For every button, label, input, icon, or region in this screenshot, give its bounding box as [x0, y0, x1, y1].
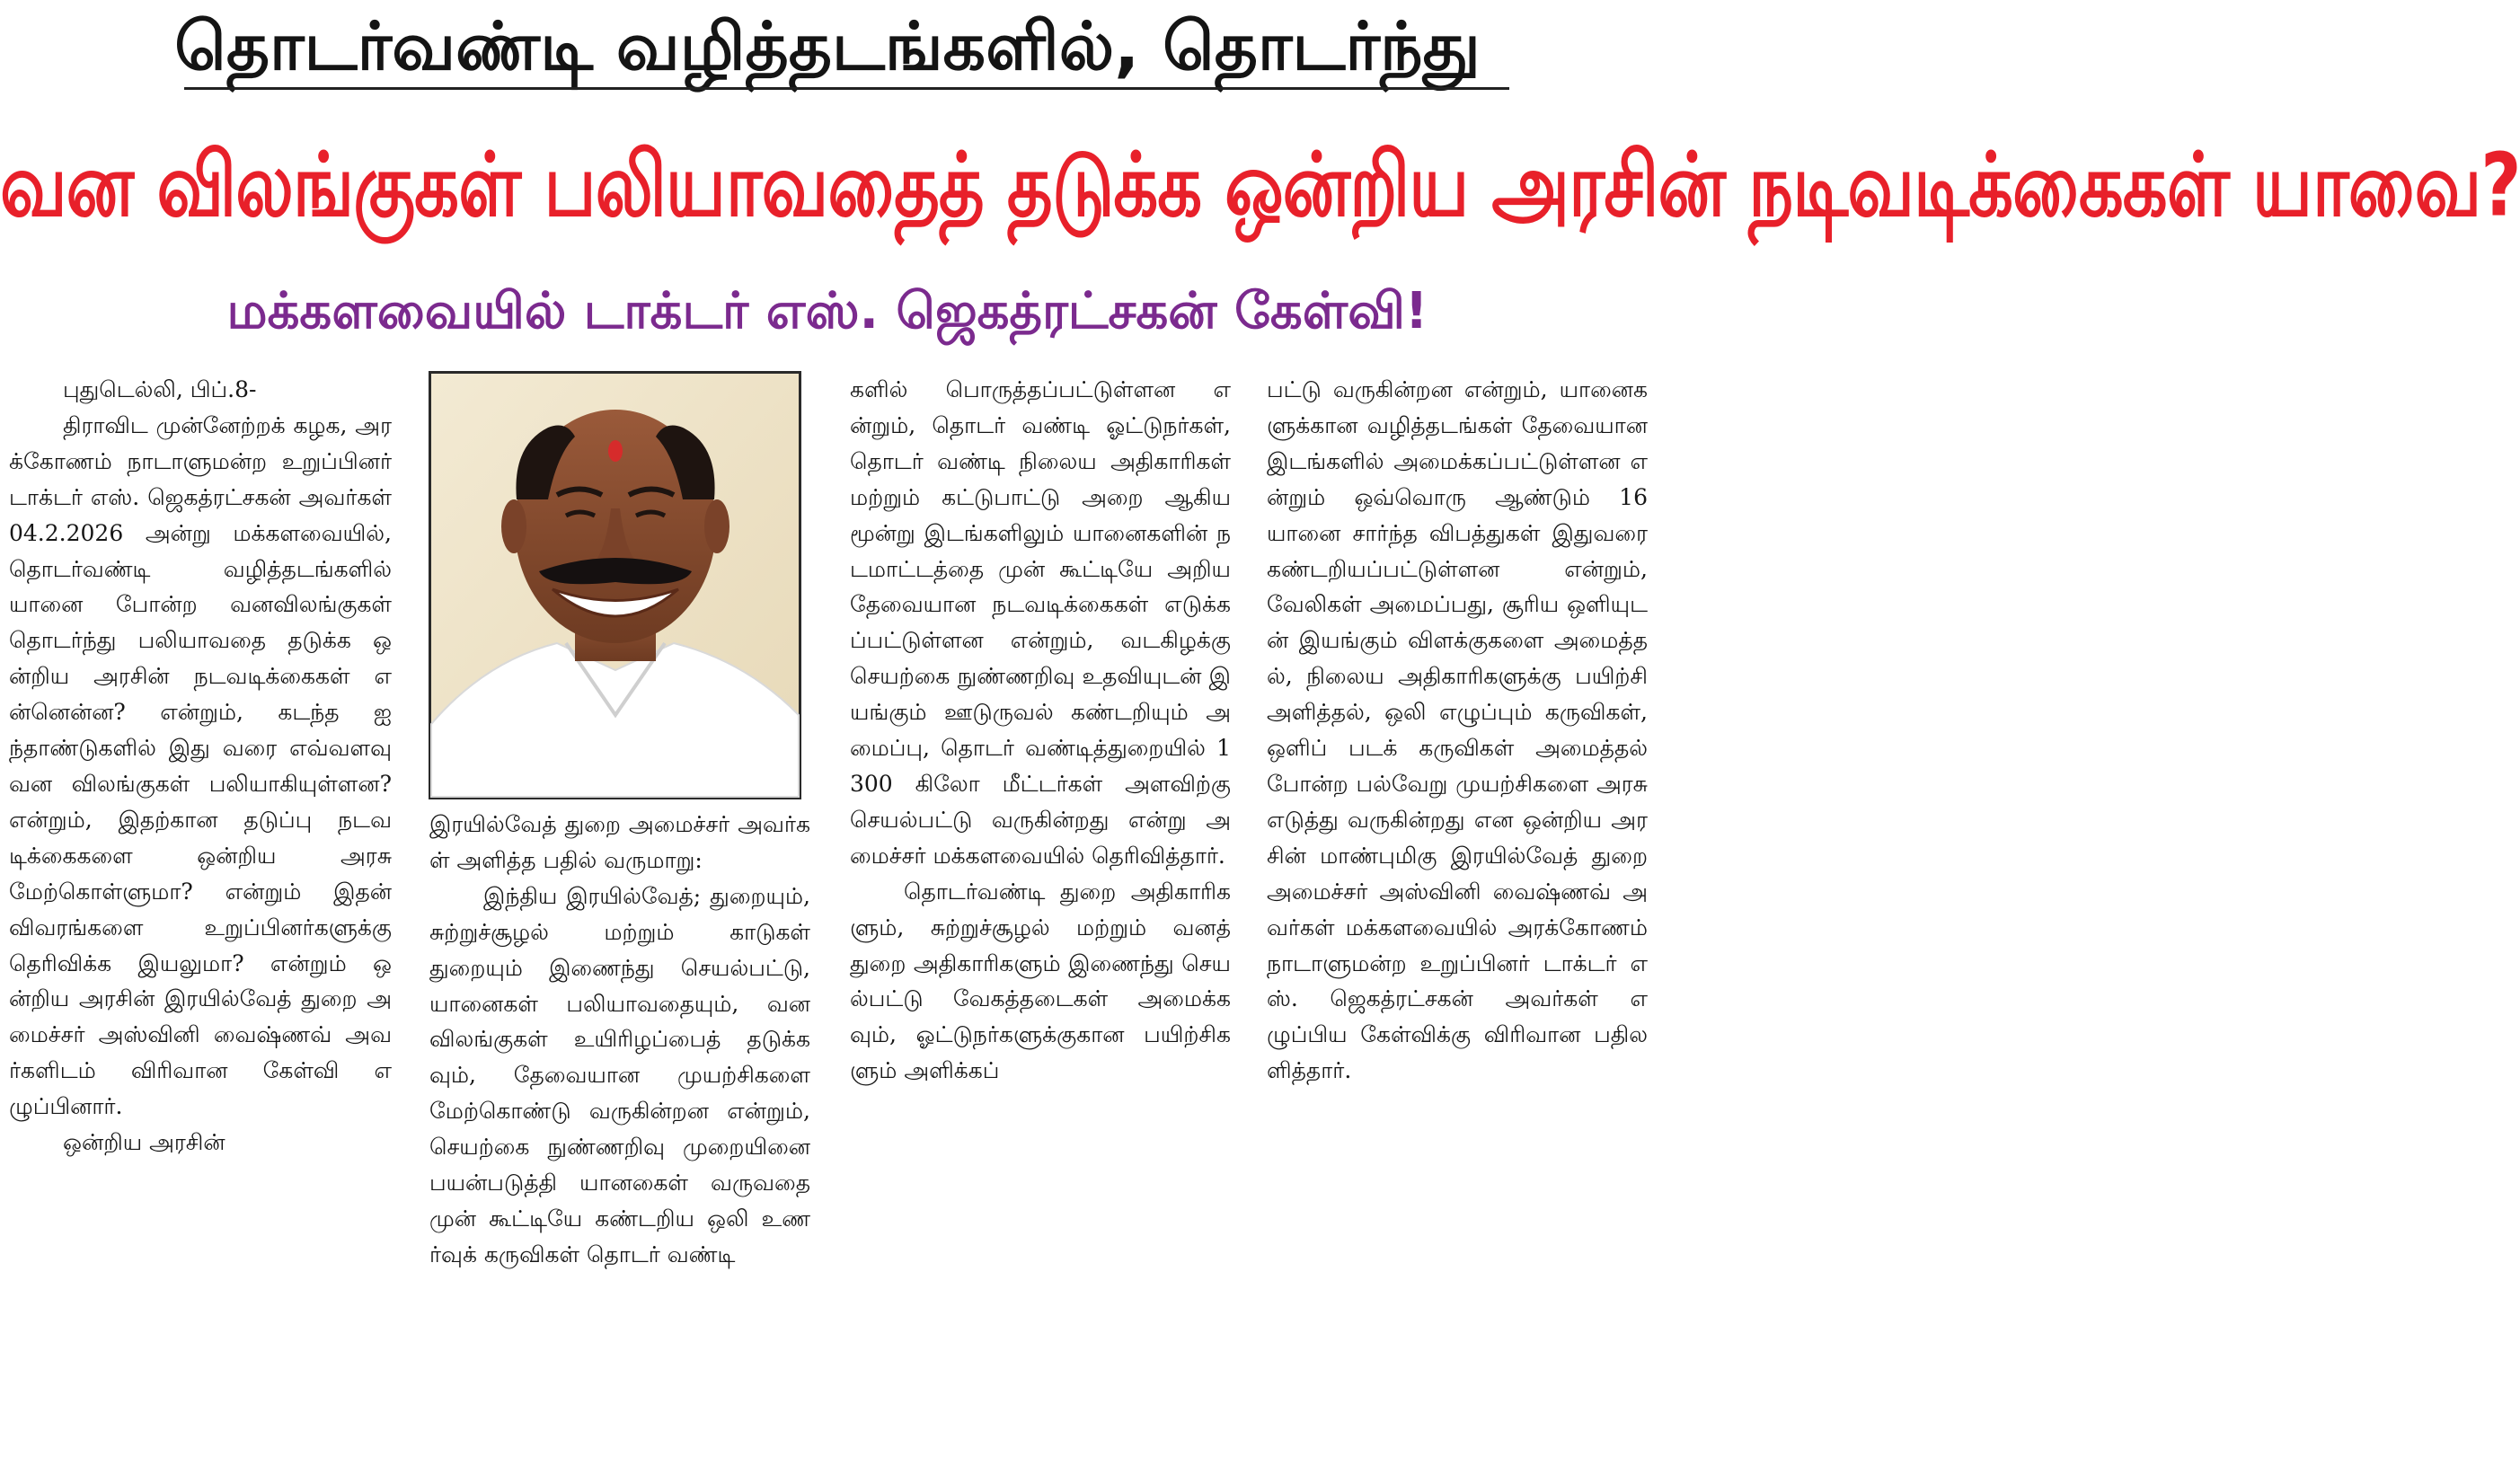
column-3-body: களில் பொருத்தப்பட்டுள்ளன என்றும், தொடர் வண்டி ஓட்டுநர்கள், தொடர் வண்டி நிலைய அதிகாரிகள் மற்றும் கட்டுபாட்டு அறை ஆகிய மூன்று இடங்களிலும் யானைகளின் நடமாட்டத்தை முன் கூட்டியே அறிய தேவையான நடவடிக்கைகள் எடுக்கப்பட்டுள்ளன என்றும், வடகிழக்கு செயற்கை நுண்ணறிவு உதவியுடன் இயங்கும் ஊடுருவல் கண்டறியும் அமைப்பு, தொடர் வண்டித்துறையில் 1300 கிலோ மீட்டர்கள் அளவிற்கு செயல்பட்டு வருகின்றது என்று அமைச்சர் மக்களவையில் தெரிவித்தார்.	[850, 376, 1231, 869]
column-2-lead: இரயில்வேத் துறை அமைச்சர் அவர்கள் அளித்த பதில் வருமாறு:	[429, 811, 810, 873]
column-1-tail: ஒன்றிய அரசின்	[63, 1129, 225, 1156]
article-column-1	[9, 372, 392, 1161]
sub-headline: மக்களவையில் டாக்டர் எஸ். ஜெகத்ரட்சகன் கேள்வி!	[226, 282, 1428, 340]
column-1-body: திராவிட முன்னேற்றக் கழக, அரக்கோணம் நாடாளுமன்ற உறுப்பினர் டாக்டர் எஸ். ஜெகத்ரட்சகன் அவர்கள் 04.2.2026 அன்று மக்களவையில், தொடர்வண்டி வழித்தடங்களில் யானை போன்ற வனவிலங்குகள் தொடர்ந்து பலியாவதை தடுக்க ஒன்றிய அரசின் நடவடிக்கைகள் என்னென்ன? என்றும், கடந்த ஐந்தாண்டுகளில் இது வரை எவ்வளவு வன விலங்குகள் பலியாகியுள்ளன? என்றும், இதற்கான தடுப்பு நடவடிக்கைகளை ஒன்றிய அரசு மேற்கொள்ளுமா? என்றும் இதன் விவரங்களை உறுப்பினர்களுக்கு தெரிவிக்க இயலுமா? என்றும் ஒன்றிய அரசின் இரயில்வேத் துறை அமைச்சர் அஸ்வினி வைஷ்ணவ் அவர்களிடம் விரிவான கேள்வி எழுப்பினார்.	[9, 411, 392, 1120]
portrait-photo	[429, 371, 801, 799]
kicker-underline	[184, 87, 1509, 90]
kicker-title: தொடர்வண்டி வழித்தடங்களில், தொடர்ந்து	[174, 8, 1481, 85]
column-3-body-2: தொடர்வண்டி துறை அதிகாரிகளும், சுற்றுச்சூழல் மற்றும் வனத் துறை அதிகாரிகளும் இணைந்து செயல்பட்டு வேகத்தடைகள் அமைக்கவும், ஓட்டுநர்களுக்குகான பயிற்சிகளும் அளிக்கப்	[850, 878, 1231, 1084]
dateline: புதுடெல்லி, பிப்.8-	[63, 376, 257, 402]
column-4-body: பட்டு வருகின்றன என்றும், யானைகளுக்கான வழித்தடங்கள் தேவையான இடங்களில் அமைக்கப்பட்டுள்ளன என்றும் ஒவ்வொரு ஆண்டும் 16 யானை சார்ந்த விபத்துகள் இதுவரை கண்டறியப்பட்டுள்ளன என்றும், வேலிகள் அமைப்பது, சூரிய ஒளியுடன் இயங்கும் விளக்குகளை அமைத்தல், நிலைய அதிகாரிகளுக்கு பயிற்சி அளித்தல், ஒலி எழுப்பும் கருவிகள், ஒளிப் படக் கருவிகள் அமைத்தல் போன்ற பல்வேறு முயற்சிகளை அரசு எடுத்து வருகின்றது என ஒன்றிய அரசின் மாண்புமிகு இரயில்வேத் துறை அமைச்சர் அஸ்வினி வைஷ்ணவ் அவர்கள் மக்களவையில் அரக்கோணம் நாடாளுமன்ற உறுப்பினர் டாக்டர் எஸ். ஜெகத்ரட்சகன் அவர்கள் எழுப்பிய கேள்விக்கு விரிவான பதிலளித்தார்.	[1267, 376, 1648, 1084]
portrait-illustration	[431, 374, 799, 797]
column-2-body: இந்திய இரயில்வேத்; துறையும், சுற்றுச்சூழல் மற்றும் காடுகள் துறையும் இணைந்து செயல்பட்டு, யானைகள் பலியாவதையும், வன விலங்குகள் உயிரிழப்பைத் தடுக்கவும், தேவையான முயற்சிகளை மேற்கொண்டு வருகின்றன என்றும், செயற்கை நுண்ணறிவு முறையினை பயன்படுத்தி யானகைள் வருவதை முன் கூட்டியே கண்டறிய ஒலி உணர்வுக் கருவிகள் தொடர் வண்டி	[429, 882, 810, 1267]
main-headline: வன விலங்குகள் பலியாவதைத் தடுக்க ஒன்றிய அரசின் நடிவடிக்கைகள் யாவை?	[0, 135, 2520, 237]
article-column-2	[429, 807, 810, 1273]
article-column-4	[1267, 372, 1648, 1089]
article-column-3	[850, 372, 1231, 1089]
